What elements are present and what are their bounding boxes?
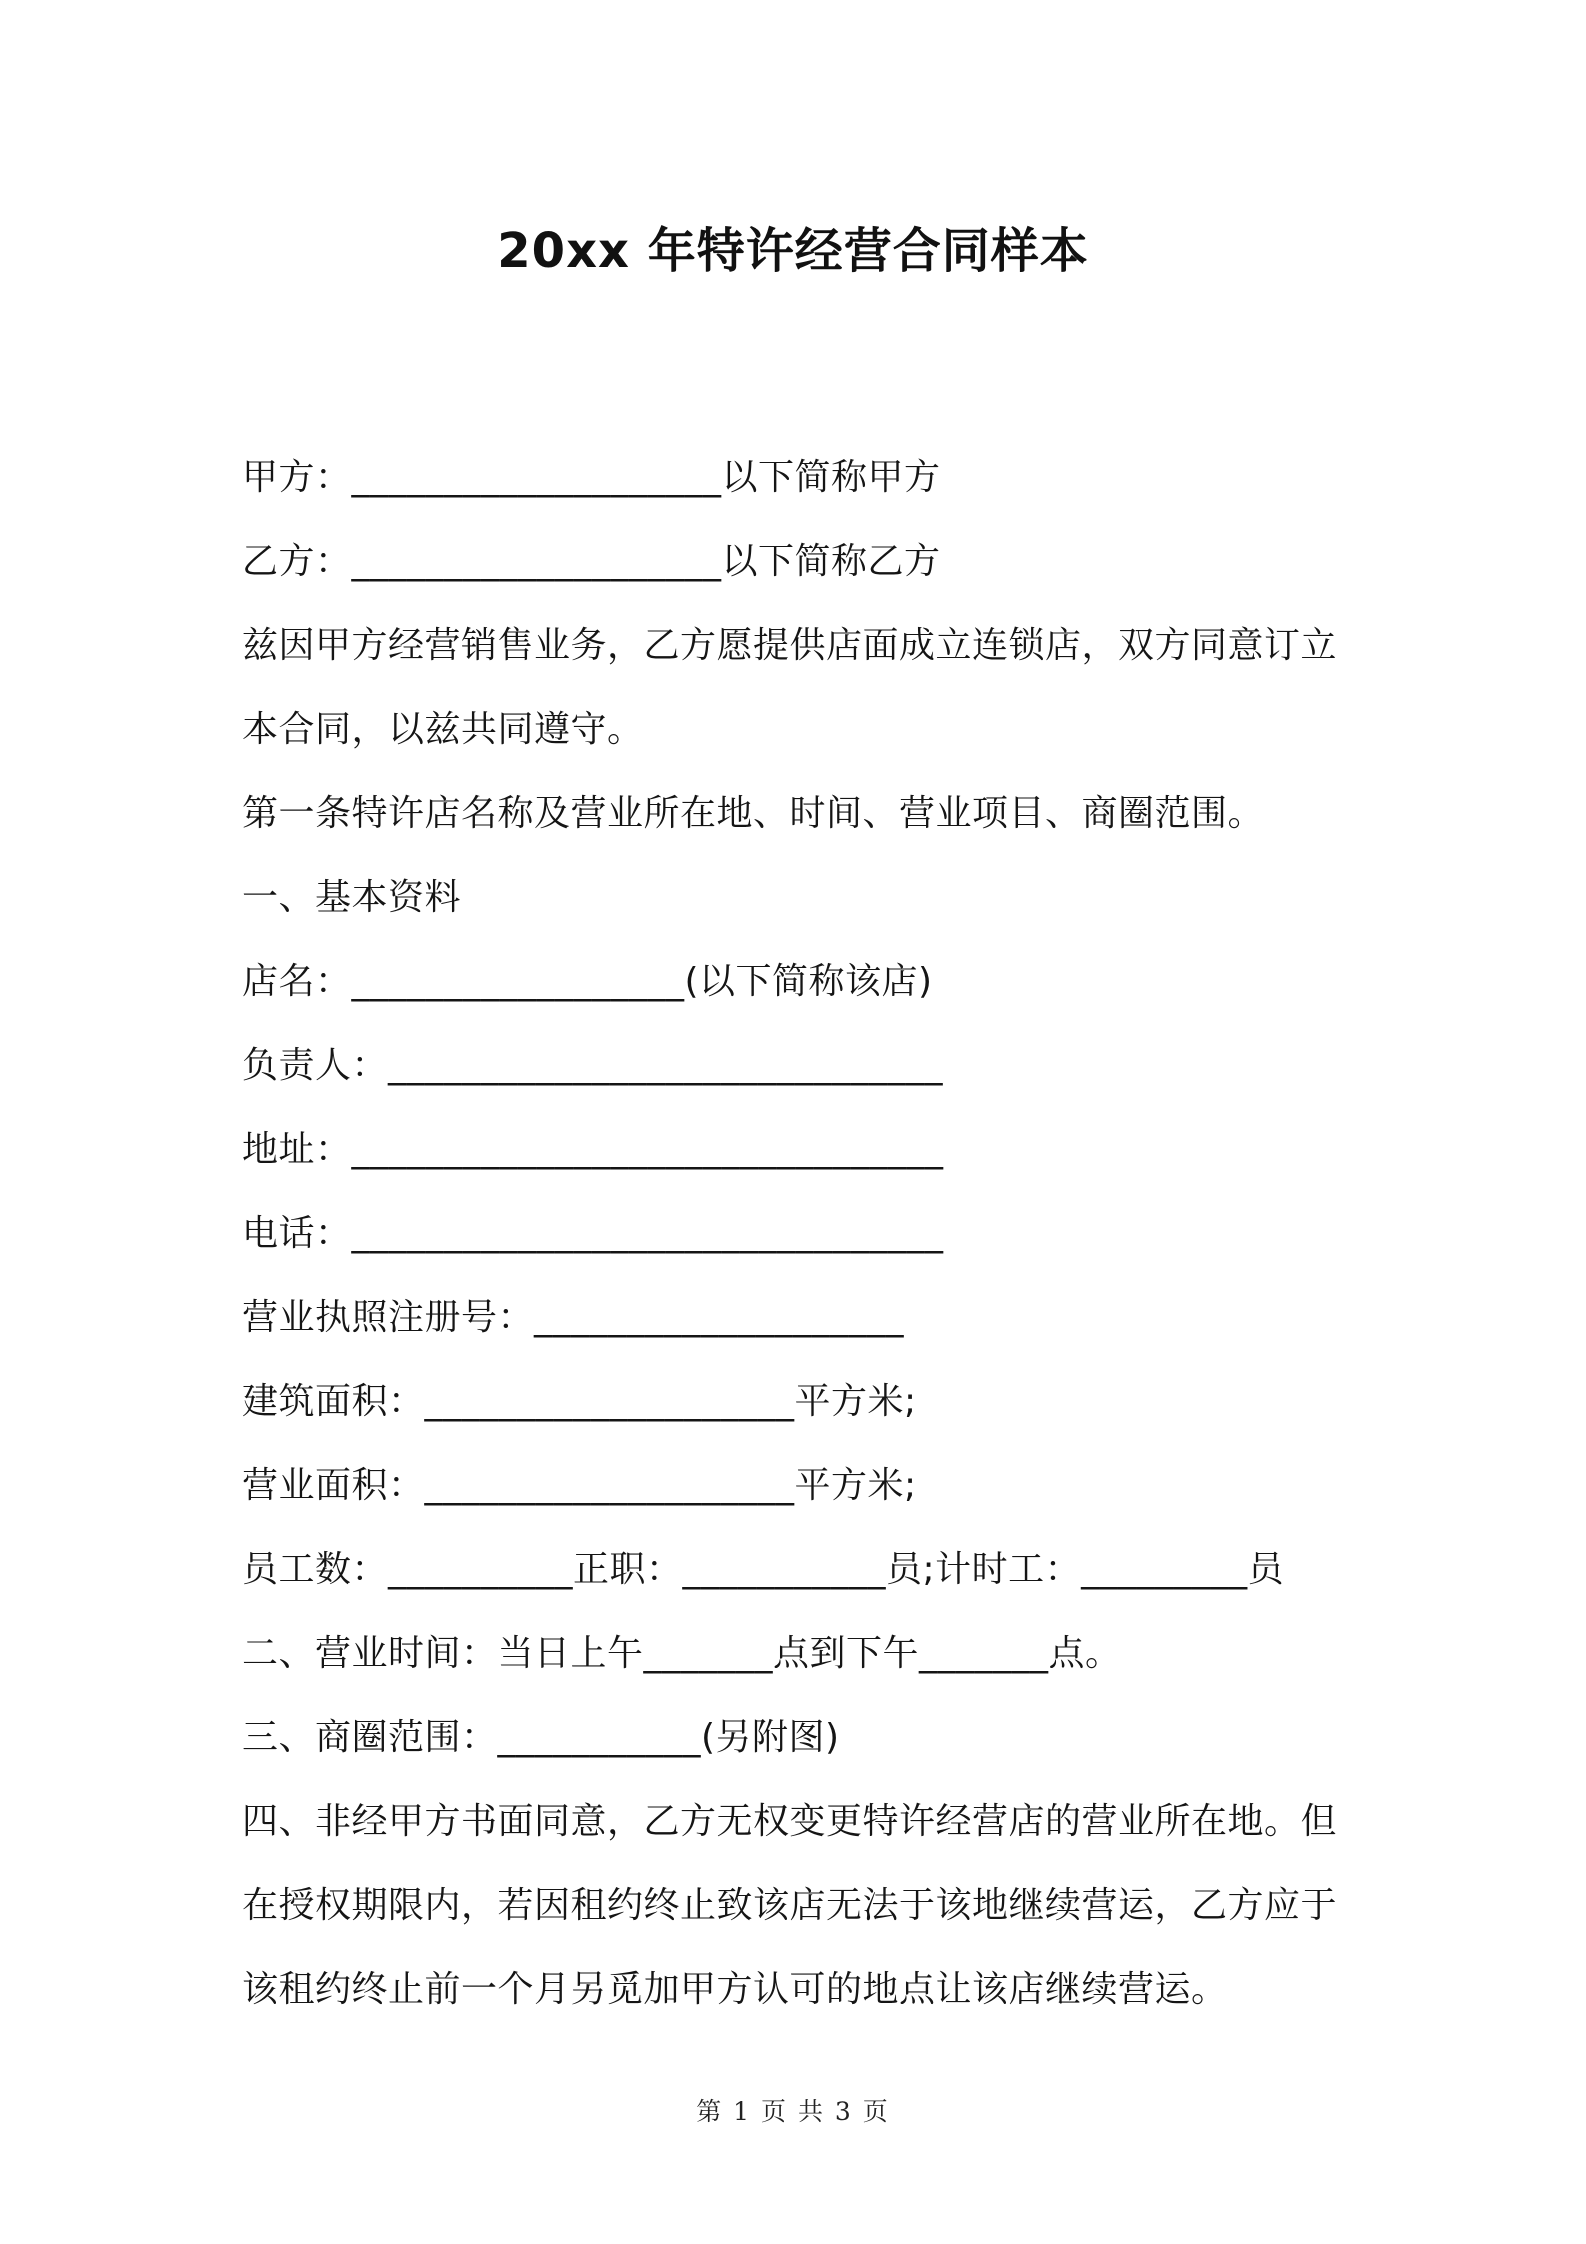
trade-area-line: 三、商圈范围：___________(另附图) [242,1717,840,1758]
staff-count-line: 员工数：__________正职：___________员;计时工：_________员 [242,1549,1285,1590]
business-hours-line: 二、营业时间：当日上午_______点到下午_______点。 [242,1633,1122,1674]
party-b-line: 乙方：____________________以下简称乙方 [242,541,941,582]
business-area-line: 营业面积：____________________平方米; [242,1465,917,1506]
article-1-heading: 第一条特许店名称及营业所在地、时间、营业项目、商圈范围。 [242,793,1265,834]
clause-4-line-2: 在授权期限内，若因租约终止致该店无法于该地继续营运，乙方应于 [242,1885,1338,1926]
page-number-footer: 第 1 页 共 3 页 [696,2097,890,2126]
clause-4-line-3: 该租约终止前一个月另觅加甲方认可的地点让该店继续营运。 [242,1969,1228,2010]
section-basic-info: 一、基本资料 [242,877,462,918]
manager-line: 负责人：______________________________ [242,1045,944,1086]
license-number-line: 营业执照注册号：____________________ [242,1297,905,1338]
preamble-line-1: 兹因甲方经营销售业务，乙方愿提供店面成立连锁店，双方同意订立 [242,625,1338,666]
address-line: 地址：________________________________ [242,1129,944,1170]
building-area-line: 建筑面积：____________________平方米; [242,1381,917,1422]
party-a-line: 甲方：____________________以下简称甲方 [242,457,941,498]
preamble-line-2: 本合同，以兹共同遵守。 [242,709,644,750]
clause-4-line-1: 四、非经甲方书面同意，乙方无权变更特许经营店的营业所在地。但 [242,1801,1338,1842]
document-title: 20xx 年特许经营合同样本 [497,223,1089,279]
phone-line: 电话：________________________________ [242,1213,944,1254]
document-body [242,448,1362,2044]
store-name-line: 店名：__________________(以下简称该店) [242,961,933,1002]
